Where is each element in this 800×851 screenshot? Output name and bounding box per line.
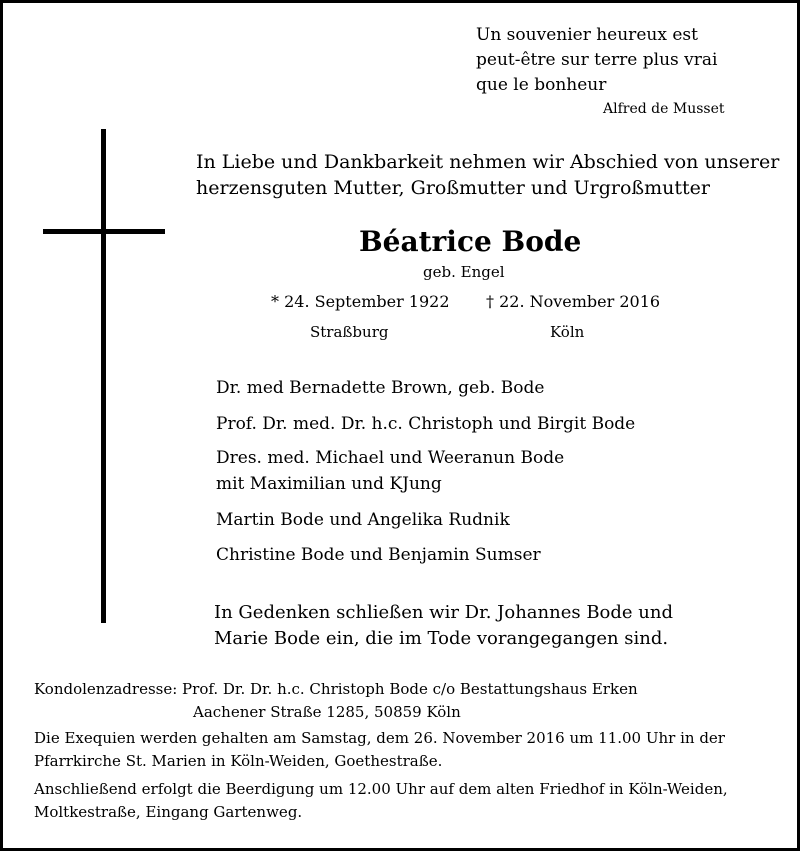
condolence-address: Kondolenzadresse: Prof. Dr. Dr. h.c. Christoph Bode c/o Bestattungshaus Erken xyxy=(34,680,638,698)
quote-line: peut-être sur terre plus vrai xyxy=(476,50,718,70)
intro-text xyxy=(196,149,779,201)
birth-place: Straßburg xyxy=(310,323,389,341)
mourner-entry: Dr. med Bernadette Brown, geb. Bode xyxy=(216,378,545,398)
quote-author: Alfred de Musset xyxy=(603,101,725,117)
remembrance-text xyxy=(214,600,673,652)
quote-line: Un souvenier heureux est xyxy=(476,25,698,45)
remembrance-line: In Gedenken schließen wir Dr. Johannes Bode und xyxy=(214,602,673,623)
birth-date: * 24. September 1922 xyxy=(271,292,450,311)
mourner-entry: Martin Bode und Angelika Rudnik xyxy=(216,510,510,530)
burial-info: Anschließend erfolgt die Beerdigung um 12.00 Uhr auf dem alten Friedhof in Köln-Weiden, xyxy=(34,780,728,798)
quote xyxy=(476,23,717,98)
exequies-info: Die Exequien werden gehalten am Samstag, dem 26. November 2016 um 11.00 Uhr in der xyxy=(34,729,725,747)
death-place: Köln xyxy=(550,323,585,341)
condolence-address-line2: Aachener Straße 1285, 50859 Köln xyxy=(193,703,461,721)
mourner-entry: Prof. Dr. med. Dr. h.c. Christoph und Birgit Bode xyxy=(216,414,636,434)
mourner-entry: mit Maximilian und KJung xyxy=(216,474,442,494)
cross-icon xyxy=(101,129,106,623)
exequies-info-line2: Pfarrkirche St. Marien in Köln-Weiden, Goethestraße. xyxy=(34,752,443,770)
death-date: † 22. November 2016 xyxy=(486,292,661,311)
maiden-name: geb. Engel xyxy=(423,263,505,281)
remembrance-line: Marie Bode ein, die im Tode vorangegangen sind. xyxy=(214,628,669,649)
deceased-name: Béatrice Bode xyxy=(359,225,582,258)
mourner-entry: Dres. med. Michael und Weeranun Bode xyxy=(216,448,565,468)
burial-info-line2: Moltkestraße, Eingang Gartenweg. xyxy=(34,803,303,821)
intro-line: In Liebe und Dankbarkeit nehmen wir Abschied von unserer xyxy=(196,151,780,173)
mourner-entry: Christine Bode und Benjamin Sumser xyxy=(216,545,541,565)
intro-line: herzensguten Mutter, Großmutter und Urgroßmutter xyxy=(196,177,710,199)
cross-icon-bar xyxy=(43,229,165,234)
quote-line: que le bonheur xyxy=(476,75,607,95)
